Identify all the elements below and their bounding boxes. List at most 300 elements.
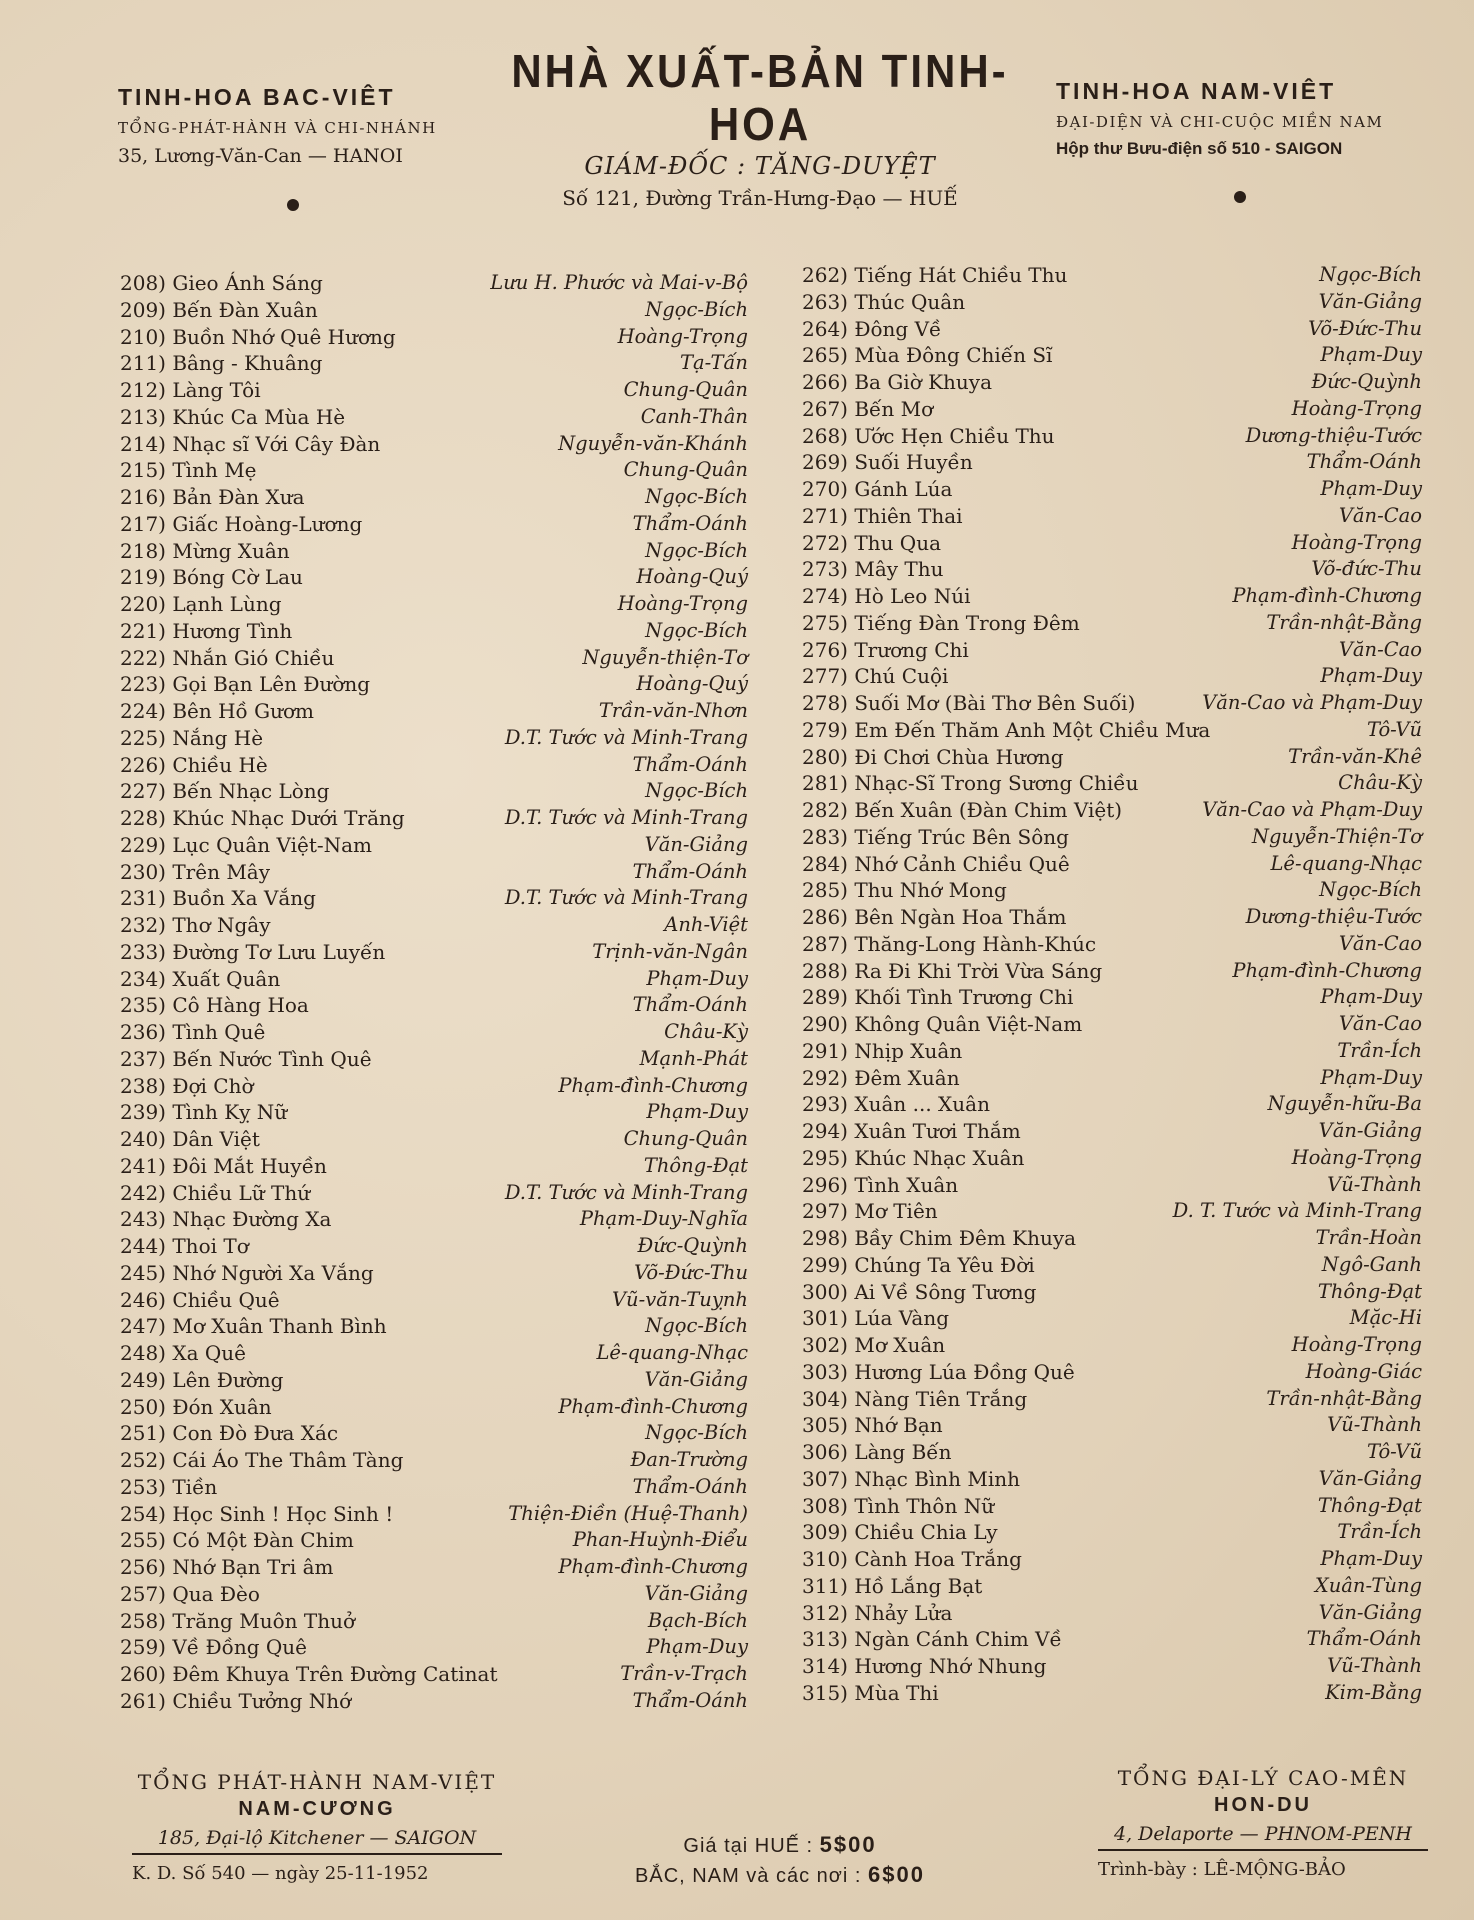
song-composer: Trần-nhật-Bằng: [1266, 610, 1422, 634]
song-number: 255): [120, 1528, 166, 1553]
song-row: [802, 423, 1422, 450]
song-title: Lên Đường: [172, 1367, 284, 1392]
song-number: 292): [802, 1065, 848, 1090]
song-title: Học Sinh ! Học Sinh !: [172, 1501, 394, 1526]
song-number: 309): [802, 1520, 848, 1545]
song-row: [802, 1065, 1422, 1092]
song-title: Xuân ... Xuân: [854, 1092, 990, 1117]
song-row: [120, 805, 748, 832]
song-composer: Phạm-đình-Chương: [1232, 958, 1422, 982]
song-title: Khúc Ca Mùa Hè: [172, 404, 346, 429]
song-composer: Văn-Cao và Phạm-Duy: [1202, 691, 1422, 714]
song-number: 239): [120, 1100, 166, 1125]
song-row: [802, 1011, 1422, 1038]
song-row: [120, 645, 748, 672]
song-composer: Võ-Đức-Thu: [634, 1260, 748, 1284]
song-title: Hương Lúa Đồng Quê: [854, 1359, 1075, 1384]
song-row: [802, 1198, 1422, 1225]
song-title: Hồ Lắng Bạt: [854, 1573, 983, 1598]
song-title: Buồn Xa Vắng: [172, 886, 316, 911]
song-title: Cô Hàng Hoa: [172, 993, 309, 1018]
song-row: [802, 449, 1422, 476]
song-composer: Ngọc-Bích: [645, 1421, 748, 1445]
song-composer: Canh-Thân: [640, 404, 748, 428]
song-composer: Dương-thiệu-Tước: [1245, 905, 1422, 928]
song-number: 308): [802, 1493, 848, 1518]
song-row: [120, 1634, 748, 1661]
footer-right-block: [1098, 1766, 1428, 1880]
song-title: Khúc Nhạc Xuân: [854, 1145, 1025, 1170]
song-number: 266): [802, 370, 848, 394]
song-composer: Chung-Quân: [623, 458, 748, 482]
song-row: [802, 1279, 1422, 1306]
song-number: 267): [802, 396, 848, 421]
song-number: 268): [802, 423, 848, 448]
song-row: [120, 698, 748, 725]
song-number: 276): [802, 637, 848, 662]
song-composer: Văn-Cao: [1338, 637, 1422, 661]
song-number: 291): [802, 1038, 848, 1063]
song-composer: Ngọc-Bích: [645, 297, 748, 321]
song-row: [120, 538, 748, 565]
header-right-title: TINH-HOA NAM-VIÊT: [1056, 78, 1337, 104]
song-number: 280): [802, 744, 848, 769]
song-number: 289): [802, 985, 848, 1010]
ornament-dot: [1234, 191, 1246, 203]
song-composer: Thiện-Điền (Huệ-Thanh): [508, 1501, 748, 1525]
song-row: [802, 1573, 1422, 1600]
song-number: 288): [802, 958, 848, 983]
song-number: 245): [120, 1260, 166, 1285]
price-other-row: [580, 1862, 980, 1888]
song-number: 271): [802, 503, 848, 528]
song-number: 287): [802, 931, 848, 956]
song-title: Bầy Chim Đêm Khuya: [854, 1226, 1077, 1250]
song-composer: Hoàng-Trọng: [617, 592, 748, 615]
song-composer: Thông-Đạt: [1317, 1279, 1422, 1303]
song-composer: Châu-Kỳ: [1338, 771, 1422, 795]
song-number: 218): [120, 538, 166, 563]
song-composer: Phạm-Duy-Nghĩa: [579, 1207, 748, 1231]
song-row: [120, 725, 748, 752]
song-composer: Thẩm-Oánh: [632, 752, 748, 776]
song-title: Lạnh Lùng: [172, 592, 282, 616]
song-number: 277): [802, 664, 848, 689]
footer-right-line1: TỔNG ĐẠI-LÝ CAO-MÊN: [1117, 1766, 1409, 1790]
song-composer: Võ-đức-Thu: [1311, 557, 1422, 581]
song-row: [120, 1420, 748, 1447]
song-number: 236): [120, 1020, 166, 1044]
song-title: Bản Đàn Xưa: [172, 485, 305, 509]
song-number: 274): [802, 584, 848, 608]
song-number: 227): [120, 779, 166, 804]
song-row: [802, 744, 1422, 771]
song-composer: Phạm-Duy: [646, 1635, 748, 1659]
song-number: 242): [120, 1180, 166, 1205]
song-title: Đêm Xuân: [854, 1065, 960, 1090]
song-composer: Lê-quang-Nhạc: [596, 1341, 748, 1364]
song-composer: Nguyễn-hữu-Ba: [1267, 1092, 1422, 1116]
song-title: Nhạc sĩ Với Cây Đàn: [172, 431, 381, 456]
song-title: Dân Việt: [172, 1127, 260, 1151]
song-number: 273): [802, 557, 848, 582]
song-number: 247): [120, 1314, 166, 1339]
song-title: Lục Quân Việt-Nam: [172, 832, 373, 857]
song-number: 278): [802, 691, 848, 715]
song-title: Trăng Muôn Thuở: [172, 1608, 355, 1633]
song-row: [802, 610, 1422, 637]
song-composer: Phạm-đình-Chương: [1232, 584, 1422, 607]
song-row: [120, 832, 748, 859]
song-title: Nhạc Bình Minh: [854, 1466, 1021, 1491]
song-composer: Ngọc-Bích: [645, 779, 748, 803]
song-number: 258): [120, 1608, 166, 1633]
footer-left-line4: K. D. Số 540 — ngày 25-11-1952: [132, 1863, 429, 1884]
song-composer: Ngô-Ganh: [1321, 1252, 1422, 1276]
song-composer: Trịnh-văn-Ngân: [592, 939, 748, 963]
song-composer: Vũ-Thành: [1327, 1172, 1422, 1196]
song-number: 306): [802, 1440, 848, 1464]
song-row: [120, 752, 748, 779]
song-composer: Hoàng-Trọng: [1291, 1145, 1422, 1169]
song-composer: Ngọc-Bích: [1319, 263, 1422, 286]
song-composer: Mặc-Hi: [1349, 1306, 1422, 1330]
song-composer: Văn-Giảng: [1318, 1466, 1422, 1490]
song-row: [802, 1038, 1422, 1065]
song-number: 298): [802, 1226, 848, 1250]
song-title: Ngàn Cánh Chim Về: [854, 1627, 1062, 1652]
song-row: [120, 377, 748, 404]
song-composer: Ngọc-Bích: [1319, 878, 1422, 902]
song-row: [802, 1225, 1422, 1252]
song-title: Thiên Thai: [854, 503, 963, 528]
song-row: [120, 431, 748, 458]
song-title: Đường Tơ Lưu Luyến: [172, 939, 386, 964]
song-composer: Hoàng-Trọng: [617, 324, 748, 348]
song-number: 279): [802, 717, 848, 742]
song-row: [802, 958, 1422, 985]
song-composer: Thẩm-Oánh: [632, 993, 748, 1017]
song-number: 281): [802, 771, 848, 796]
song-title: Trên Mây: [172, 859, 271, 884]
song-composer: Văn-Giảng: [644, 832, 748, 856]
song-title: Bên Ngàn Hoa Thắm: [854, 905, 1067, 929]
song-title: Thúc Quân: [854, 289, 966, 314]
song-title: Tiếng Đàn Trong Đêm: [854, 610, 1080, 635]
song-composer: Chung-Quân: [623, 1127, 748, 1150]
ornament-dot: [287, 199, 299, 211]
song-row: [120, 1046, 748, 1073]
song-title: Nhịp Xuân: [854, 1038, 963, 1063]
song-title: Con Đò Đưa Xác: [172, 1421, 339, 1446]
song-composer: Trần-v-Trạch: [620, 1662, 748, 1685]
song-title: Tình Xuân: [854, 1172, 959, 1197]
song-number: 285): [802, 878, 848, 903]
song-row: [802, 1145, 1422, 1172]
song-number: 246): [120, 1287, 166, 1312]
song-composer: Trần-Ích: [1337, 1038, 1422, 1062]
song-title: Thu Nhớ Mong: [854, 878, 1007, 903]
song-title: Xuân Tươi Thắm: [854, 1119, 1021, 1143]
song-title: Thu Qua: [854, 530, 942, 555]
song-row: [802, 931, 1422, 958]
song-title: Tiếng Trúc Bên Sông: [854, 824, 1069, 849]
song-composer: Văn-Cao: [1338, 931, 1422, 955]
song-row: [802, 1359, 1422, 1386]
header-left-address: 35, Lương-Văn-Can — HANOI: [118, 145, 403, 167]
song-row: [802, 797, 1422, 824]
price-hue-value: 5$00: [819, 1832, 877, 1857]
song-title: Lúa Vàng: [854, 1306, 950, 1331]
song-row: [802, 1519, 1422, 1546]
song-title: Nhớ Cảnh Chiều Quê: [854, 851, 1070, 876]
song-title: Ước Hẹn Chiều Thu: [854, 423, 1055, 448]
song-number: 226): [120, 752, 166, 777]
song-composer: Võ-Đức-Thu: [1308, 316, 1422, 340]
song-composer: Anh-Việt: [664, 913, 748, 936]
footer-right-line3: 4, Delaporte — PHNOM-PENH: [1098, 1823, 1428, 1851]
song-title: Chiều Hè: [172, 752, 268, 777]
song-row: [802, 1466, 1422, 1493]
song-number: 260): [120, 1662, 166, 1686]
song-composer: Đức-Quỳnh: [1311, 370, 1422, 393]
header-right-address: Hộp thư Bưu-điện số 510 - SAIGON: [1056, 139, 1343, 158]
song-number: 275): [802, 610, 848, 635]
song-title: Ba Giờ Khuya: [854, 370, 993, 394]
song-title: Mây Thu: [854, 557, 944, 582]
song-title: Đợi Chờ: [172, 1073, 254, 1098]
song-composer: Văn-Giảng: [1318, 1119, 1422, 1142]
song-title: Đón Xuân: [172, 1394, 272, 1419]
song-number: 262): [802, 263, 848, 287]
song-row: [802, 1600, 1422, 1627]
song-composer: Văn-Giảng: [644, 1581, 748, 1605]
song-title: Chiều Chia Ly: [854, 1520, 998, 1545]
song-composer: Phạm-Duy: [1320, 477, 1422, 500]
song-composer: D.T. Tước và Minh-Trang: [504, 725, 748, 749]
song-composer: Hoàng-Trọng: [1291, 530, 1422, 554]
song-number: 261): [120, 1688, 166, 1713]
song-number: 251): [120, 1421, 166, 1446]
song-title: Làng Tôi: [172, 378, 261, 402]
song-number: 286): [802, 905, 848, 929]
song-title: Chú Cuội: [854, 664, 949, 689]
song-title: Ra Đi Khi Trời Vừa Sáng: [854, 958, 1103, 983]
song-composer: Văn-Giảng: [1318, 1600, 1422, 1624]
song-composer: Đức-Quỳnh: [637, 1234, 748, 1257]
song-title: Suối Huyền: [854, 450, 973, 475]
song-title: Bến Xuân (Đàn Chim Việt): [854, 798, 1123, 822]
song-row: [120, 1581, 748, 1608]
song-number: 213): [120, 404, 166, 429]
song-composer: Trần-Ích: [1337, 1520, 1422, 1544]
song-row: [120, 966, 748, 993]
price-hue-row: [580, 1832, 980, 1858]
song-composer: Phạm-Duy: [646, 1100, 748, 1124]
song-number: 209): [120, 297, 166, 322]
song-title: Thơ Ngây: [172, 913, 271, 937]
song-title: Mùa Thi: [854, 1680, 939, 1705]
song-row: [802, 556, 1422, 583]
song-number: 249): [120, 1367, 166, 1392]
song-title: Khối Tình Trương Chi: [854, 985, 1074, 1010]
song-row: [120, 324, 748, 351]
song-number: 232): [120, 913, 166, 937]
song-composer: Phạm-đình-Chương: [558, 1555, 748, 1578]
song-row: [120, 859, 748, 886]
song-composer: Tạ-Tấn: [679, 351, 748, 375]
song-number: 248): [120, 1341, 166, 1365]
song-composer: Thẩm-Oánh: [1306, 1627, 1422, 1651]
song-composer: D.T. Tước và Minh-Trang: [504, 806, 748, 829]
song-composer: Dương-thiệu-Tước: [1245, 423, 1422, 447]
song-row: [120, 1126, 748, 1153]
song-composer: Phạm-Duy: [1320, 985, 1422, 1009]
song-row: [802, 824, 1422, 851]
song-number: 264): [802, 316, 848, 341]
song-title: Bến Mơ: [854, 396, 934, 421]
song-title: Cái Áo The Thâm Tàng: [172, 1448, 404, 1472]
song-title: Tình Quê: [172, 1020, 266, 1044]
song-row: [120, 1313, 748, 1340]
song-row: [802, 1305, 1422, 1332]
song-title: Mơ Tiên: [854, 1199, 938, 1224]
song-row: [120, 350, 748, 377]
song-number: 310): [802, 1547, 848, 1571]
song-title: Chiều Lữ Thứ: [172, 1180, 311, 1205]
song-composer: Xuân-Tùng: [1314, 1573, 1422, 1597]
song-title: Bến Nhạc Lòng: [172, 779, 330, 804]
song-row: [802, 770, 1422, 797]
song-title: Có Một Đàn Chim: [172, 1528, 354, 1553]
song-row: [802, 1252, 1422, 1279]
song-composer: Thông-Đạt: [1317, 1493, 1422, 1517]
song-title: Nắng Hè: [172, 725, 264, 750]
song-row: [802, 984, 1422, 1011]
song-row: [802, 1332, 1422, 1359]
song-row: [802, 1172, 1422, 1199]
song-title: Cành Hoa Trắng: [854, 1547, 1022, 1571]
song-number: 301): [802, 1306, 848, 1331]
song-row: [120, 511, 748, 538]
song-number: 305): [802, 1413, 848, 1438]
song-number: 257): [120, 1581, 166, 1606]
song-composer: Bạch-Bích: [647, 1608, 748, 1632]
song-title: Làng Bến: [854, 1440, 952, 1464]
song-number: 256): [120, 1555, 166, 1579]
song-title: Về Đồng Quê: [172, 1635, 307, 1660]
footer-right-line4: Trình-bày : LÊ-MỘNG-BẢO: [1098, 1859, 1346, 1880]
song-composer: Lưu H. Phước và Mai-v-Bộ: [490, 271, 748, 294]
song-number: 282): [802, 798, 848, 822]
song-title: Đôi Mắt Huyền: [172, 1153, 327, 1178]
song-row: [120, 1367, 748, 1394]
song-row: [802, 717, 1422, 744]
song-number: 315): [802, 1680, 848, 1705]
song-number: 219): [120, 565, 166, 590]
song-composer: Nguyễn-văn-Khánh: [558, 431, 748, 455]
song-row: [802, 1653, 1422, 1680]
song-row: [120, 1206, 748, 1233]
song-title: Buồn Nhớ Quê Hương: [172, 324, 396, 349]
song-number: 215): [120, 458, 166, 483]
song-composer: Vũ-Thành: [1327, 1413, 1422, 1437]
song-row: [120, 1340, 748, 1367]
song-composer: Vũ-văn-Tuỵnh: [611, 1287, 748, 1311]
song-title: Xa Quê: [172, 1341, 246, 1365]
song-title: Nhạc-Sĩ Trong Sương Chiều: [854, 771, 1139, 796]
song-composer: Văn-Cao và Phạm-Duy: [1202, 798, 1422, 821]
song-title: Khúc Nhạc Dưới Trăng: [172, 806, 405, 830]
song-composer: Thẩm-Oánh: [1306, 450, 1422, 474]
song-composer: Ngọc-Bích: [645, 538, 748, 562]
song-number: 253): [120, 1474, 166, 1499]
song-composer: Trần-văn-Nhơn: [598, 699, 748, 722]
song-number: 296): [802, 1172, 848, 1197]
footer-left-line1: TỔNG PHÁT-HÀNH NAM-VIỆT: [137, 1770, 497, 1794]
song-title: Tình Kỵ Nữ: [172, 1100, 288, 1125]
song-row: [802, 1091, 1422, 1118]
song-number: 225): [120, 725, 166, 750]
song-row: [120, 1501, 748, 1528]
song-number: 229): [120, 832, 166, 857]
song-number: 224): [120, 699, 166, 723]
song-composer: D.T. Tước và Minh-Trang: [504, 886, 748, 910]
song-row: [120, 1019, 748, 1046]
song-composer: Phạm-Duy: [646, 966, 748, 990]
song-number: 294): [802, 1119, 848, 1143]
song-number: 312): [802, 1600, 848, 1625]
song-composer: Trần-nhật-Bằng: [1266, 1386, 1422, 1410]
song-row: [802, 904, 1422, 931]
song-number: 259): [120, 1635, 166, 1660]
song-number: 240): [120, 1127, 166, 1151]
song-composer: Văn-Giảng: [644, 1367, 748, 1391]
song-composer: Phạm-Duy: [1320, 1547, 1422, 1570]
song-number: 263): [802, 289, 848, 314]
song-number: 254): [120, 1501, 166, 1526]
song-number: 221): [120, 618, 166, 643]
song-composer: Thẩm-Oánh: [632, 859, 748, 883]
song-row: [802, 583, 1422, 610]
song-composer: Lê-quang-Nhạc: [1270, 851, 1422, 875]
song-number: 233): [120, 939, 166, 964]
footer-left-block: [132, 1770, 502, 1884]
song-number: 208): [120, 271, 166, 295]
song-row: [802, 637, 1422, 664]
song-number: 284): [802, 851, 848, 876]
song-composer: Phạm-Duy: [1320, 343, 1422, 367]
song-title: Giấc Hoàng-Lương: [172, 511, 363, 536]
song-composer: Phạm-Duy: [1320, 664, 1422, 688]
song-row: [120, 1260, 748, 1287]
song-composer: Hoàng-Giác: [1305, 1359, 1422, 1383]
song-title: Nàng Tiên Trắng: [854, 1386, 1028, 1411]
song-number: 293): [802, 1092, 848, 1117]
song-row: [802, 877, 1422, 904]
song-title: Suối Mơ (Bài Thơ Bên Suối): [854, 691, 1136, 715]
song-title: Thoi Tơ: [172, 1234, 249, 1258]
publisher-address: Số 121, Đường Trần-Hưng-Đạo — HUẾ: [562, 186, 958, 210]
song-row: [802, 316, 1422, 343]
song-row: [120, 1688, 748, 1715]
song-row: [120, 1233, 748, 1260]
song-title: Qua Đèo: [172, 1581, 260, 1606]
song-number: 228): [120, 806, 166, 830]
song-number: 223): [120, 672, 166, 697]
price-hue-label: Giá tại HUẾ :: [683, 1835, 814, 1857]
song-composer: Ngọc-Bích: [645, 1314, 748, 1338]
